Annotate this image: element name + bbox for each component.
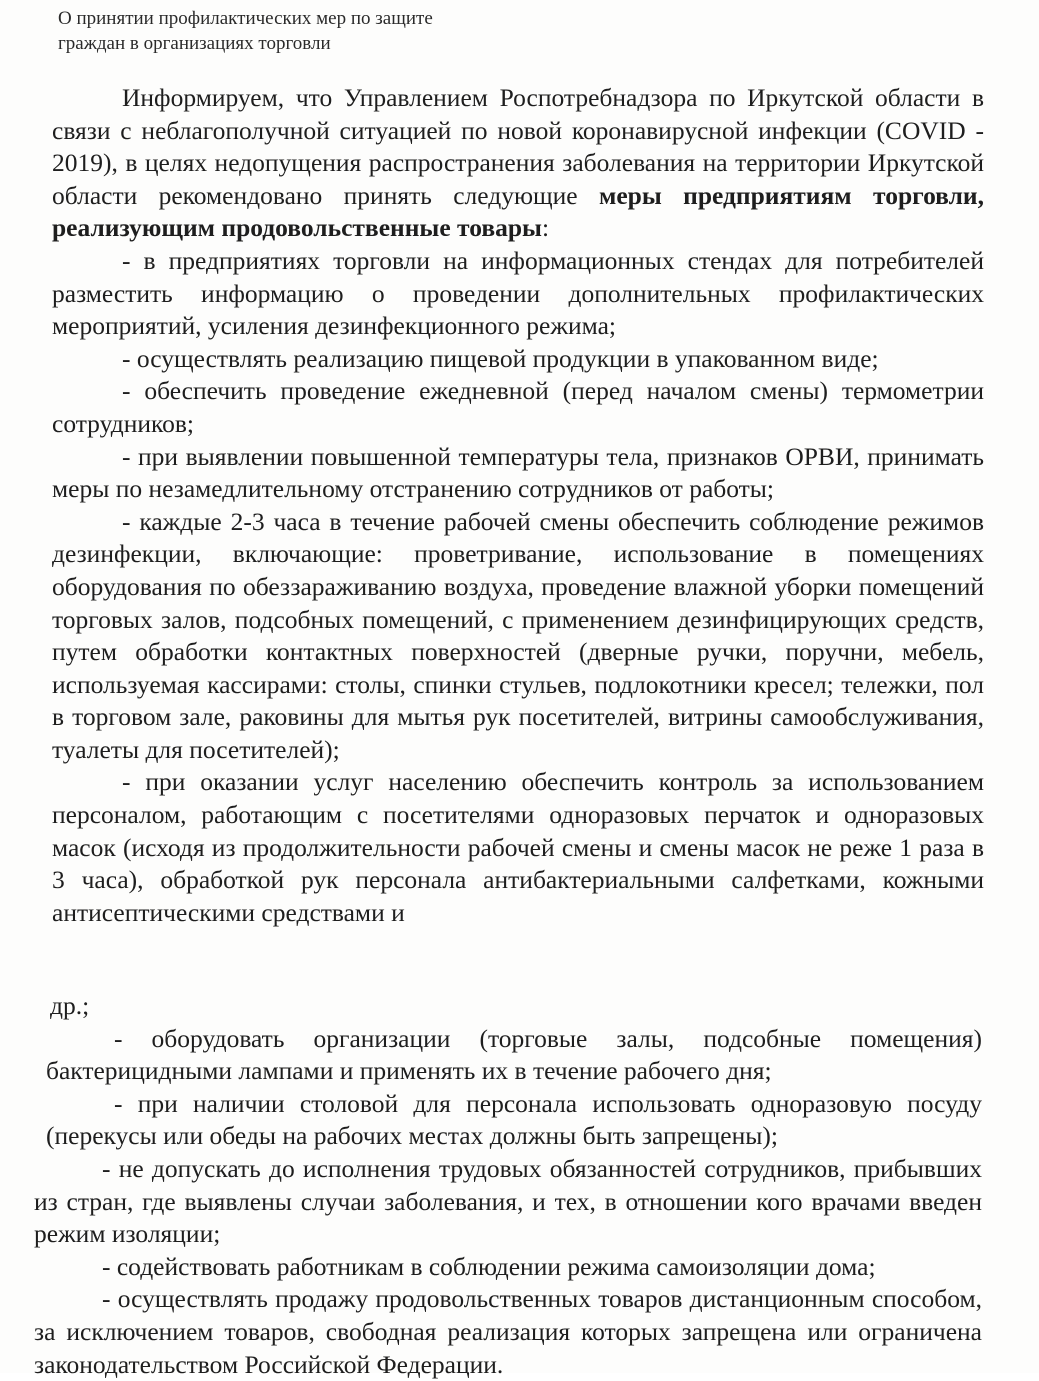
intro-bold-text: меры предприятиям торговли, реализующим продовольственные товары (52, 180, 984, 243)
intro-paragraph (52, 82, 984, 245)
list-item: - содействовать работникам в соблюдении режима самоизоляции дома; (102, 1251, 876, 1281)
list-item: - обеспечить проведение ежедневной (перед началом смены) термометрии сотрудников; (52, 376, 984, 438)
list-item: - при выявлении повышенной температуры тела, признаков ОРВИ, принимать меры по незамедлительному отстранению сотрудников от работы; (52, 441, 984, 504)
list-item: - при оказании услуг населению обеспечить контроль за использованием персоналом, работающим с посетителями одноразовых перчаток и одноразовых масок (исходя из продолжительности рабочей смены и смены масок не реже 1 раза в 3 часа), обработкой рук персонала антибактериальными салфетками, кожными антисептическими средствами и (52, 767, 984, 927)
list-item: - осуществлять продажу продовольственных товаров дистанционным способом, за исключением товаров, свободная реализация которых запрещена или ограничена законодательством Российской Федерации. (34, 1284, 982, 1379)
intro-colon: : (541, 213, 550, 243)
list-item: - каждые 2-3 часа в течение рабочей смены обеспечить соблюдение режимов дезинфекции, включающие: проветривание, использование в помещениях оборудования по обеззараживанию воздуха, проведение влажной уборки помещений торговых залов, подсобных помещений, с применением дезинфицирующих средств, путем обработки контактных поверхностей (дверные ручки, поручни, мебель, используемая кассирами: столы, спинки стульев, подлокотники кресел; тележки, пол в торговом зале, раковины для мытья рук посетителей, витрины самообслуживания, туалеты для посетителей); (52, 506, 984, 764)
list-item: - не допускать до исполнения трудовых обязанностей сотрудников, прибывших из стран, где выявлены случаи заболевания, и тех, в отношении кого врачами введен режим изоляции; (34, 1153, 982, 1249)
subject-line: граждан в организациях торговли (58, 33, 331, 54)
subject-heading (58, 6, 538, 56)
document-body-lower (34, 990, 982, 1381)
list-item: - осуществлять реализацию пищевой продукции в упакованном виде; (122, 343, 879, 373)
list-item: - при наличии столовой для персонала использовать одноразовую посуду (перекусы или обеды на рабочих местах должны быть запрещены); (46, 1088, 982, 1151)
list-item: - в предприятиях торговли на информационных стендах для потребителей разместить информацию о проведении дополнительных профилактических мероприятий, усиления дезинфекционного режима; (52, 245, 984, 341)
document-body (52, 82, 984, 929)
list-item-continuation: др.; (50, 991, 90, 1020)
subject-line: О принятии профилактических мер по защите (58, 8, 433, 29)
list-item: - оборудовать организации (торговые залы, подсобные помещения) бактерицидными лампами и применять их в течение рабочего дня; (46, 1023, 982, 1086)
intro-text: Информируем, что Управлением Роспотребнадзора по Иркутской области в связи с неблагополучной ситуацией по новой коронавирусной инфекции (COVID - 2019), в целях недопущения распространения заболевания на территории Иркутской области рекомендовано принять следующие (52, 83, 984, 210)
